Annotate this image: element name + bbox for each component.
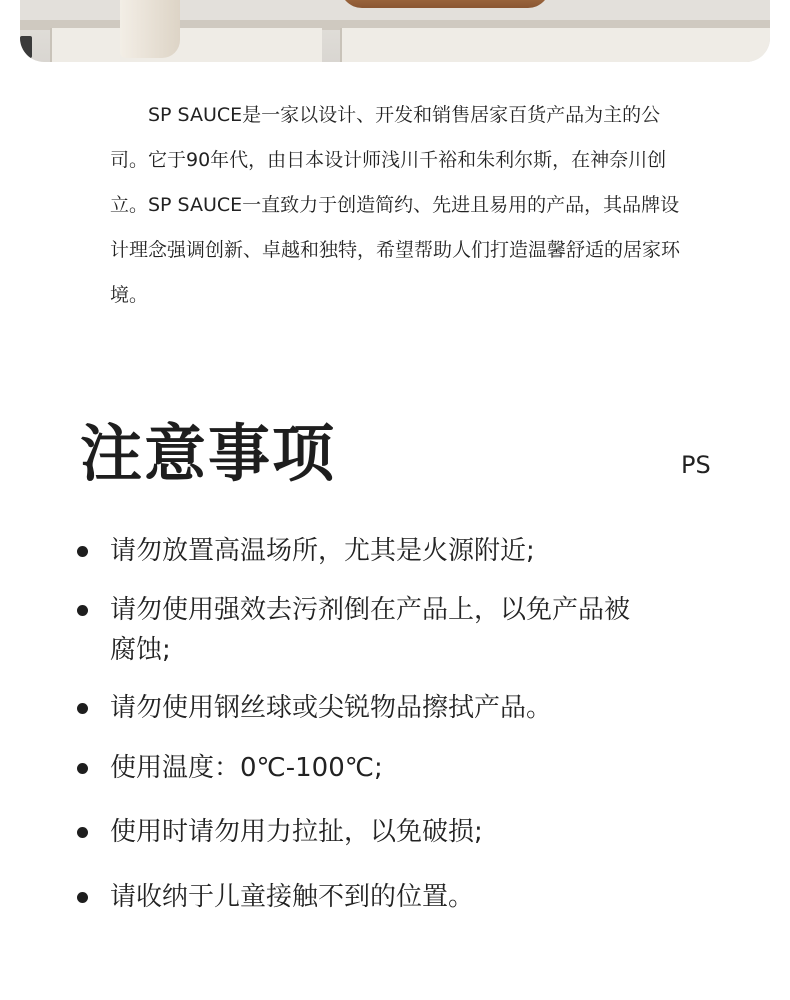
notice-title: 注意事项: [80, 417, 337, 490]
notice-item-text: 请勿使用钢丝球或尖锐物品擦拭产品。: [110, 693, 553, 723]
notice-item: [110, 877, 670, 917]
bullet-dot-icon: [77, 763, 88, 774]
notice-item-text: 请勿使用强效去污剂倒在产品上，以免产品被腐蚀;: [110, 595, 631, 665]
notice-item: [110, 748, 670, 788]
notice-item-text: 使用时请勿用力拉扯，以免破损;: [110, 817, 483, 847]
bullet-dot-icon: [77, 546, 88, 557]
hero-cabinet: [340, 28, 770, 62]
hero-photo: [20, 0, 770, 62]
notice-item: [110, 688, 670, 728]
hero-handle: [20, 36, 32, 58]
brand-intro-paragraph: SP SAUCE是一家以设计、开发和销售居家百货产品为主的公司。它于90年代，由日本设计师浅川千裕和朱利尔斯，在神奈川创立。SP SAUCE一直致力于创造简约、先进且易用的产品，其品牌设计理念强调创新、卓越和独特，希望帮助人们打造温馨舒适的居家环境。: [110, 104, 681, 306]
notice-item: [110, 812, 670, 852]
bullet-dot-icon: [77, 605, 88, 616]
bullet-dot-icon: [77, 892, 88, 903]
bullet-dot-icon: [77, 703, 88, 714]
hero-cabinet: [50, 28, 322, 62]
hero-apron: [120, 0, 180, 58]
hero-cutting-board: [340, 0, 550, 8]
notice-item-text: 请勿放置高温场所，尤其是火源附近;: [110, 536, 535, 566]
ps-label: PS: [681, 451, 711, 479]
bullet-dot-icon: [77, 827, 88, 838]
notice-item-text: 使用温度：0℃-100℃;: [110, 753, 383, 783]
notice-item: [110, 590, 635, 670]
notice-item: [110, 531, 670, 571]
notice-item-text: 请收纳于儿童接触不到的位置。: [110, 882, 475, 912]
